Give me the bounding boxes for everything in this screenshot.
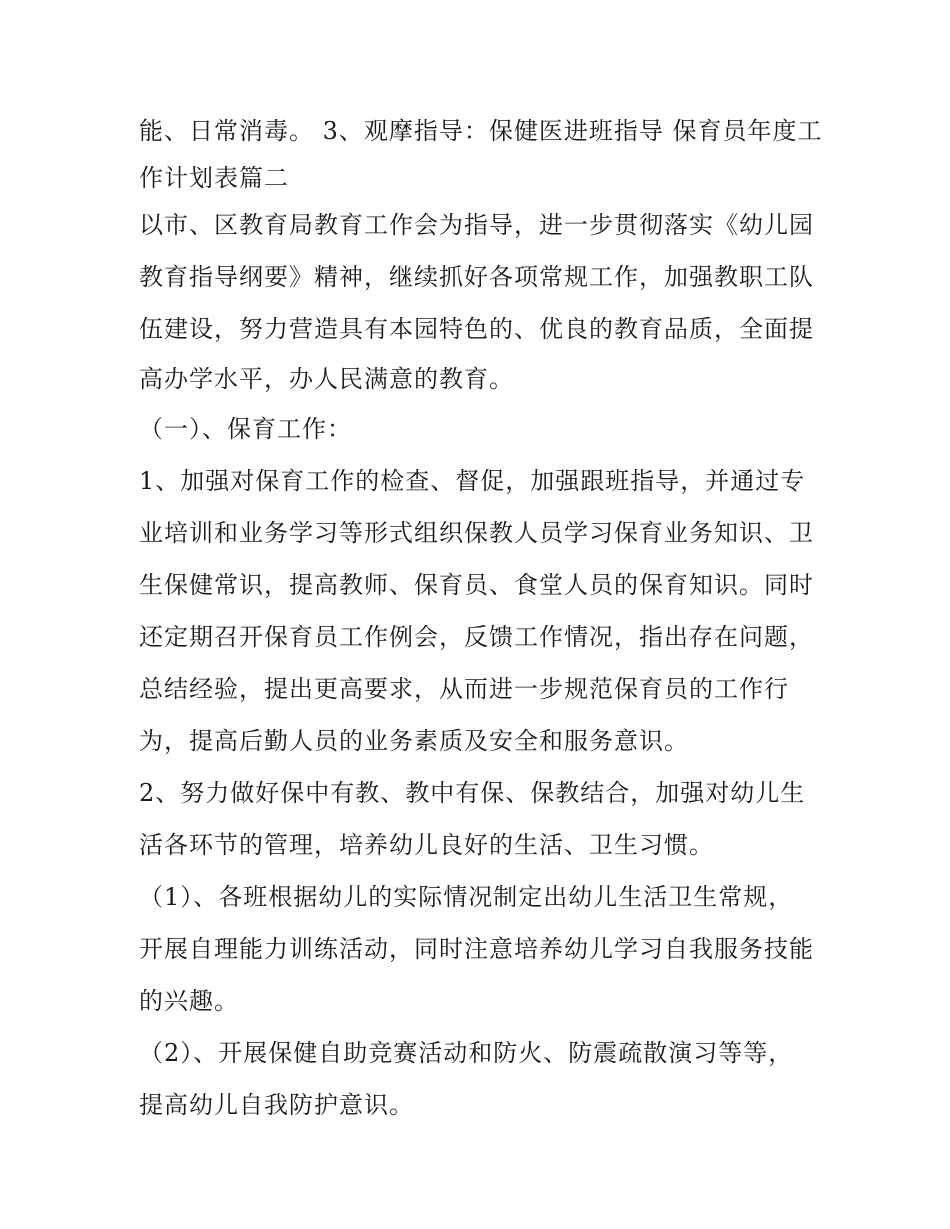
text-line: 为，提高后勤人员的业务素质及安全和服务意识。: [139, 727, 689, 755]
text-line: 高办学水平，办人民满意的教育。: [139, 365, 514, 393]
text-line: 活各环节的管理，培养幼儿良好的生活、卫生习惯。: [139, 831, 714, 859]
text-line: 的兴趣。: [139, 987, 239, 1015]
text-line: 2、努力做好保中有教、教中有保、保教结合，加强对幼儿生: [139, 779, 806, 807]
text-line: 提高幼儿自我防护意识。: [139, 1091, 414, 1119]
text-line: （1）、各班根据幼儿的实际情况制定出幼儿生活卫生常规，: [139, 883, 794, 911]
text-line: 伍建设，努力营造具有本园特色的、优良的教育品质，全面提: [139, 315, 814, 343]
text-line: 能、日常消毒。 3、观摩指导：保健医进班指导 保育员年度工: [139, 117, 823, 145]
text-line: 1、加强对保育工作的检查、督促，加强跟班指导，并通过专: [139, 467, 806, 495]
text-line: 业培训和业务学习等形式组织保教人员学习保育业务知识、卫: [139, 519, 814, 547]
section-heading: （一）、保育工作：: [139, 415, 352, 443]
text-line: 作计划表篇二: [139, 164, 289, 192]
text-line: 开展自理能力训练活动，同时注意培养幼儿学习自我服务技能: [139, 935, 814, 963]
text-line: 教育指导纲要》精神，继续抓好各项常规工作，加强教职工队: [139, 263, 814, 291]
text-line: 以市、区教育局教育工作会为指导，进一步贯彻落实《幼儿园: [139, 211, 814, 239]
text-line: 生保健常识，提高教师、保育员、食堂人员的保育知识。同时: [139, 571, 814, 599]
text-line: 总结经验，提出更高要求，从而进一步规范保育员的工作行: [139, 675, 789, 703]
document-body: [139, 105, 823, 1131]
text-line: （2）、开展保健自助竞赛活动和防火、防震疏散演习等等，: [139, 1039, 794, 1067]
text-line: 还定期召开保育员工作例会，反馈工作情况，指出存在问题，: [139, 623, 814, 651]
